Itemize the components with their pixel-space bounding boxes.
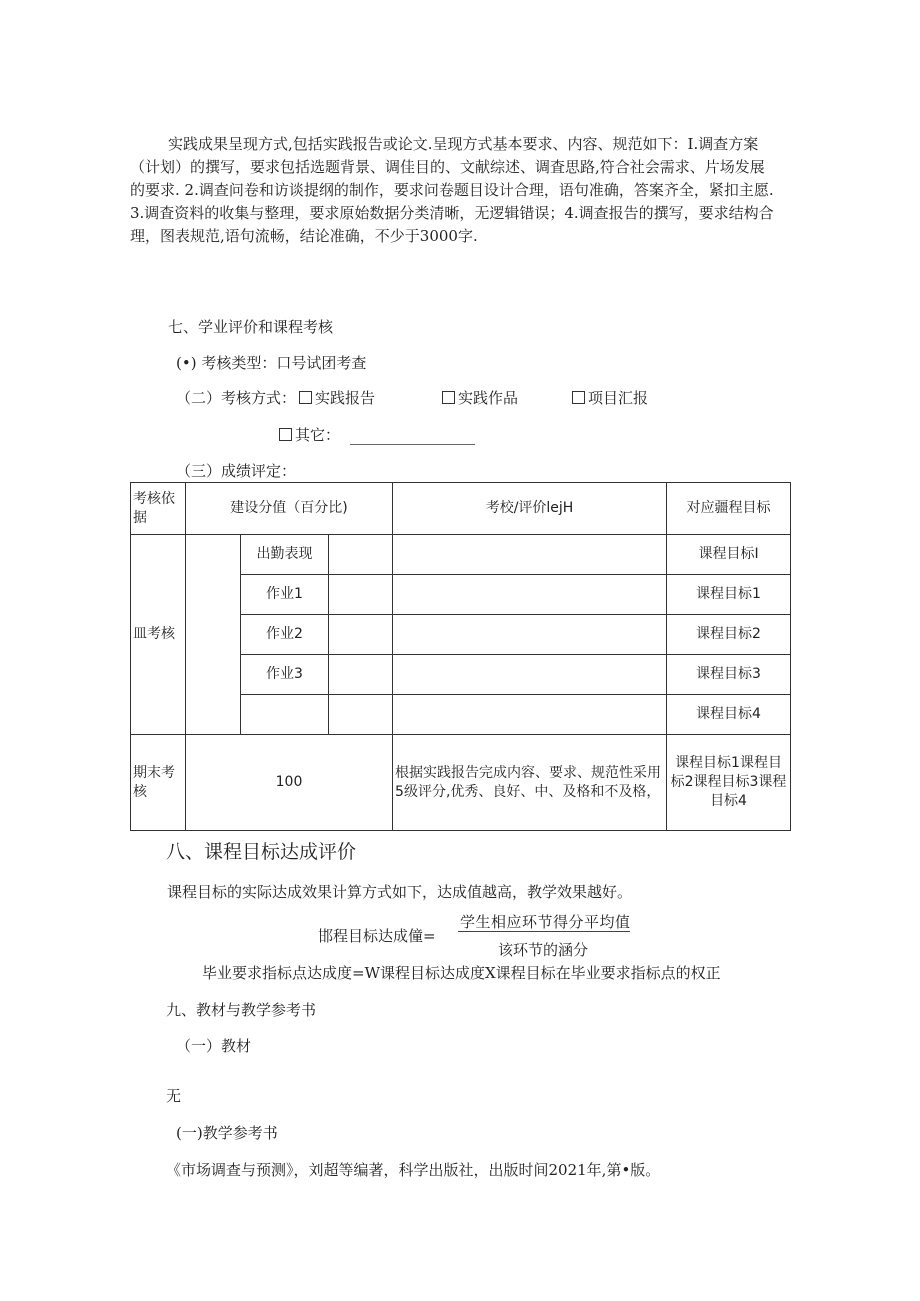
row-objective: 课程目标3 [667, 655, 791, 695]
checkbox-icon[interactable] [279, 428, 292, 441]
row-objective: 课程目标2 [667, 615, 791, 655]
intro-line-5: 理，图表规范,语句流畅，结论准确，不少于3000字. [130, 227, 478, 245]
intro-line-1: 实践成果呈现方式,包括实践报告或论文.呈现方式基本要求、内容、规范如下：I.调查方案 [168, 135, 759, 153]
row-criteria [393, 655, 667, 695]
assessment-method-label: （二）考核方式： [176, 389, 297, 407]
section8-desc: 课程目标的实际达成效果计算方式如下，达成值越高，教学效果越好。 [167, 883, 633, 901]
row-item: 作业1 [241, 575, 329, 615]
row-criteria [393, 615, 667, 655]
section9-title: 九、教材与教学参考书 [166, 1001, 317, 1019]
textbook-value: 无 [166, 1087, 182, 1105]
reference-value: 《市场调查与预测》，刘超等编著，科学出版社，出版时间2021年,第•版。 [166, 1161, 661, 1179]
method-option-project[interactable]: 项目汇报 [572, 388, 648, 408]
row-criteria [393, 575, 667, 615]
formula-numerator: 学生相应环节得分平均值 [460, 913, 631, 931]
table-row [131, 535, 791, 575]
row-objective: 课程目标1 [667, 575, 791, 615]
formula-lhs: 邯程目标达成僮= [318, 927, 436, 945]
intro-line-4: 3.调査资料的收集与整理，要求原始数据分类清晰，无逻辑错误；4.调查报告的撰写，要求结构合 [130, 204, 774, 222]
header-objective: 对应疆程目标 [667, 483, 791, 535]
textbook-label: （一）教材 [176, 1037, 252, 1055]
intro-line-3: 的要求. 2.调查问卷和访谈提纲的制作，要求问卷题目设计合理，语句准确，答案齐全，紧扣主愿. [130, 181, 774, 199]
row-criteria [393, 535, 667, 575]
header-criteria: 考校/评价lejH [393, 483, 667, 535]
formula2: 毕业要求指标点达成度=W课程目标达成度X课程目标在毕业要求指标点的权正 [202, 964, 721, 982]
reference-label: (一)教学参考书 [176, 1124, 278, 1142]
row-objective: 课程目标4 [667, 695, 791, 735]
fraction-bar [458, 931, 630, 932]
section7-title: 七、学业评价和课程考核 [168, 318, 334, 336]
assessment-type-label: (•) 考核类型： [176, 354, 277, 372]
table-header-row [131, 483, 791, 535]
row-score [329, 655, 393, 695]
regular-weight-cell [186, 535, 241, 735]
row-score [329, 695, 393, 735]
row-item: 作业3 [241, 655, 329, 695]
final-exam-row [131, 735, 791, 831]
checkbox-icon[interactable] [572, 391, 585, 404]
row-item: 出勤表现 [241, 535, 329, 575]
assessment-type-value: 口号试团考查 [276, 354, 367, 372]
final-exam-score: 100 [186, 735, 393, 831]
header-basis: 考核依据 [131, 483, 186, 535]
row-objective: 课程目标I [667, 535, 791, 575]
method-option-other[interactable] [279, 425, 475, 445]
section8-title: 八、课程目标达成评价 [166, 841, 357, 863]
final-exam-criteria: 根据实践报告完成内容、要求、规范性采用5级评分,优秀、良好、中、及格和不及格， [393, 735, 667, 831]
row-criteria [393, 695, 667, 735]
header-weight: 建设分值（百分比) [186, 483, 393, 535]
row-score [329, 535, 393, 575]
intro-line-2: （计划）的撰写，要求包括选题背景、调佳目的、文献综述、调査思路,符合社会需求、片场发展 [130, 158, 765, 176]
grading-label: （三）成绩评定： [176, 462, 297, 480]
assessment-method-row [176, 388, 296, 408]
method-option-report[interactable]: 实践报告 [299, 388, 375, 408]
grade-table [130, 482, 791, 831]
checkbox-icon[interactable] [442, 391, 455, 404]
checkbox-icon[interactable] [299, 391, 312, 404]
method-option-work[interactable]: 实践作品 [442, 388, 518, 408]
row-score [329, 615, 393, 655]
regular-assessment-label: 皿考核 [131, 535, 186, 735]
final-exam-objective: 课程目标1课程目标2课程目标3课程目标4 [667, 735, 791, 831]
row-score [329, 575, 393, 615]
other-label: 其它： [295, 426, 341, 444]
final-exam-label: 期末考核 [131, 735, 186, 831]
intro-paragraph [130, 133, 792, 248]
formula-denominator: 该环节的涵分 [498, 941, 589, 959]
other-blank-line[interactable] [350, 430, 475, 445]
row-item [241, 695, 329, 735]
row-item: 作业2 [241, 615, 329, 655]
assessment-type-row [176, 353, 366, 373]
